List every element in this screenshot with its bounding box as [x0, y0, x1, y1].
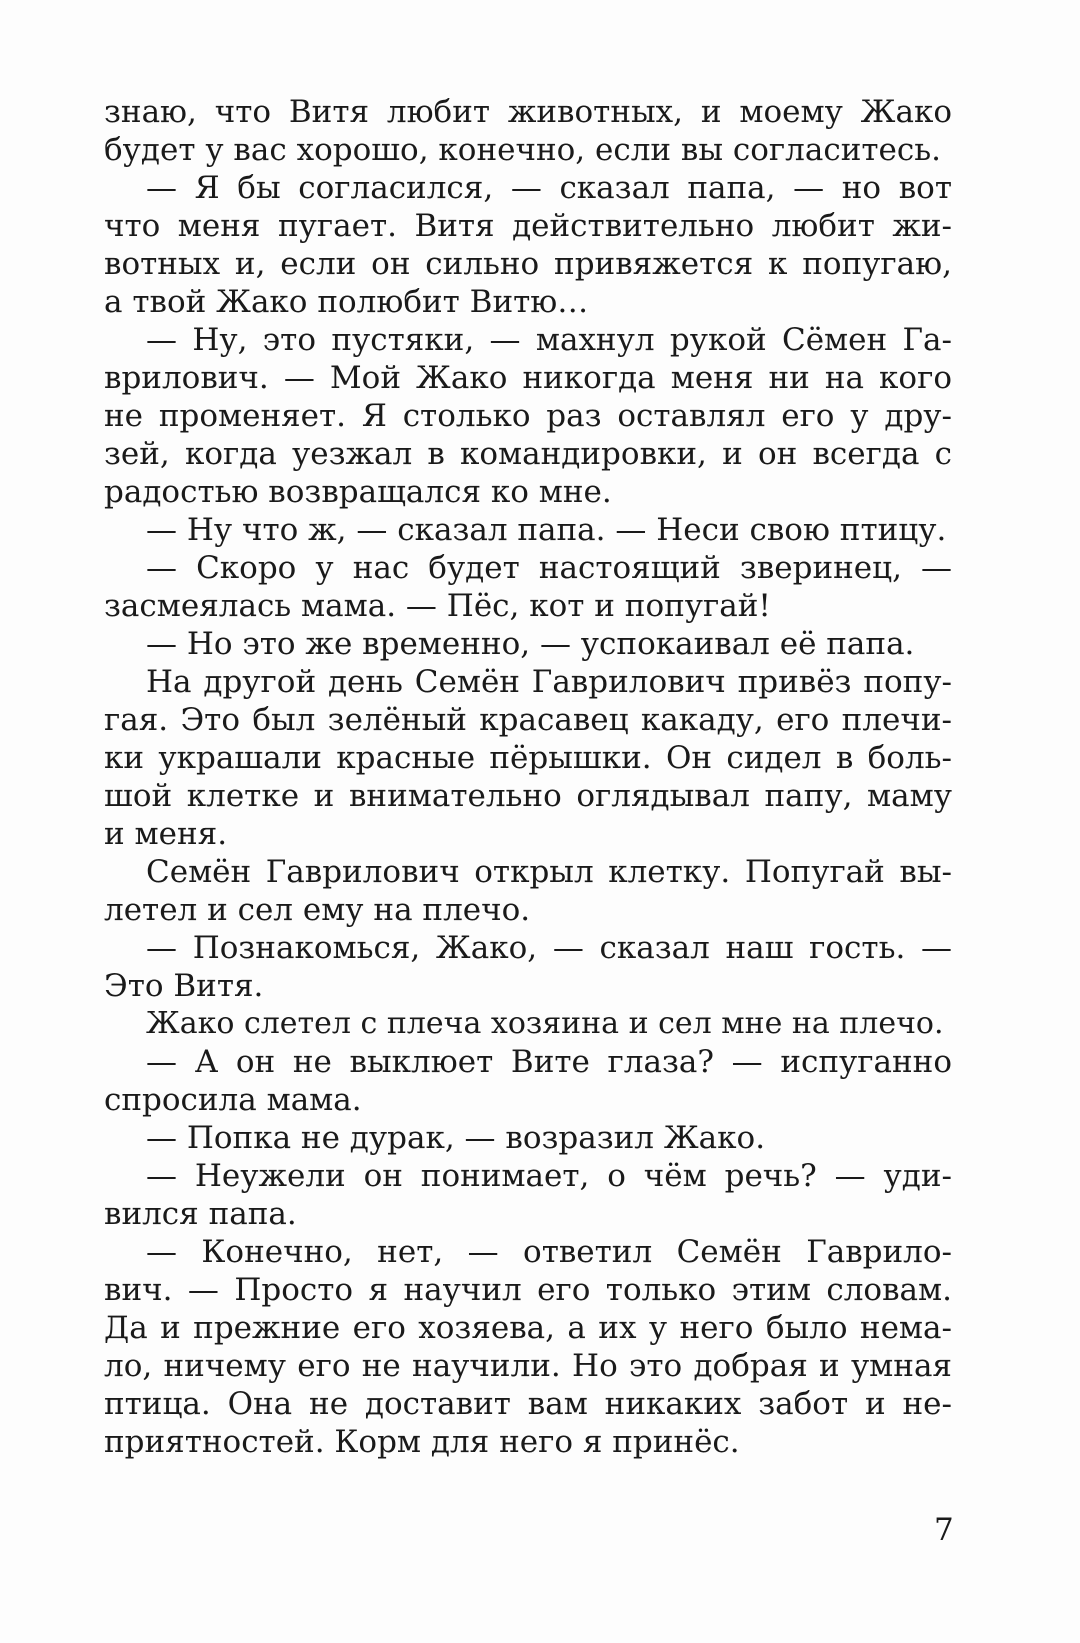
text-line: что меня пугает. Витя действительно любит жи- — [104, 208, 952, 244]
text-line: шой клетке и внимательно оглядывал папу, маму — [104, 778, 952, 814]
text-line: летел и сел ему на плечо. — [104, 892, 531, 928]
text-line: Это Витя. — [104, 968, 264, 1004]
text-line: — Попка не дурак, — возразил Жако. — [146, 1120, 766, 1156]
text-line: ло, ничему его не научили. Но это добрая и умная — [104, 1348, 952, 1384]
text-line: засмеялась мама. — Пёс, кот и попугай! — [104, 588, 771, 624]
text-line: Жако слетел с плеча хозяина и сел мне на плечо. — [146, 1006, 944, 1041]
text-line: спросила мама. — [104, 1082, 362, 1118]
text-line: вотных и, если он сильно привяжется к попугаю, — [104, 246, 952, 282]
text-line: вился папа. — [104, 1196, 297, 1232]
text-line: Семён Гаврилович открыл клетку. Попугай вы- — [146, 854, 952, 890]
text-line: — Ну что ж, — сказал папа. — Неси свою птицу. — [146, 512, 947, 548]
text-line: — А он не выклюет Вите глаза? — испуганно — [146, 1044, 952, 1080]
page-number: 7 — [934, 1512, 954, 1548]
text-line: На другой день Семён Гаврилович привёз попу- — [146, 664, 952, 700]
text-line: вич. — Просто я научил его только этим словам. — [104, 1272, 952, 1308]
text-line: зей, когда уезжал в командировки, и он всегда с — [104, 436, 952, 472]
text-line: Да и прежние его хозяева, а их у него было нема- — [104, 1310, 952, 1346]
text-line: — Неужели он понимает, о чём речь? — уди- — [146, 1158, 952, 1194]
text-line: — Конечно, нет, — ответил Семён Гаврило- — [146, 1234, 952, 1270]
text-line: радостью возвращался ко мне. — [104, 474, 612, 510]
text-line: — Познакомься, Жако, — сказал наш гость. — — [146, 930, 952, 966]
text-line: а твой Жако полюбит Витю… — [104, 284, 589, 320]
text-line: — Но это же временно, — успокаивал её папа. — [146, 626, 915, 662]
text-line: и меня. — [104, 816, 228, 852]
text-line: — Скоро у нас будет настоящий зверинец, — — [146, 550, 952, 586]
text-line: врилович. — Мой Жако никогда меня ни на кого — [104, 360, 952, 396]
text-line: не променяет. Я столько раз оставлял его у дру- — [104, 398, 952, 434]
text-line: птица. Она не доставит вам никаких забот и не- — [104, 1386, 952, 1422]
text-line: гая. Это был зелёный красавец какаду, его плечи- — [104, 702, 952, 738]
text-line: знаю, что Витя любит животных, и моему Жако — [104, 94, 952, 130]
text-line: приятностей. Корм для него я принёс. — [104, 1424, 740, 1460]
text-line: ки украшали красные пёрышки. Он сидел в боль- — [104, 740, 952, 776]
text-line: будет у вас хорошо, конечно, если вы согласитесь. — [104, 132, 941, 168]
text-line: — Я бы согласился, — сказал папа, — но вот — [146, 170, 952, 206]
body-text — [104, 93, 952, 1461]
text-line: — Ну, это пустяки, — махнул рукой Сёмен Га- — [146, 322, 952, 358]
